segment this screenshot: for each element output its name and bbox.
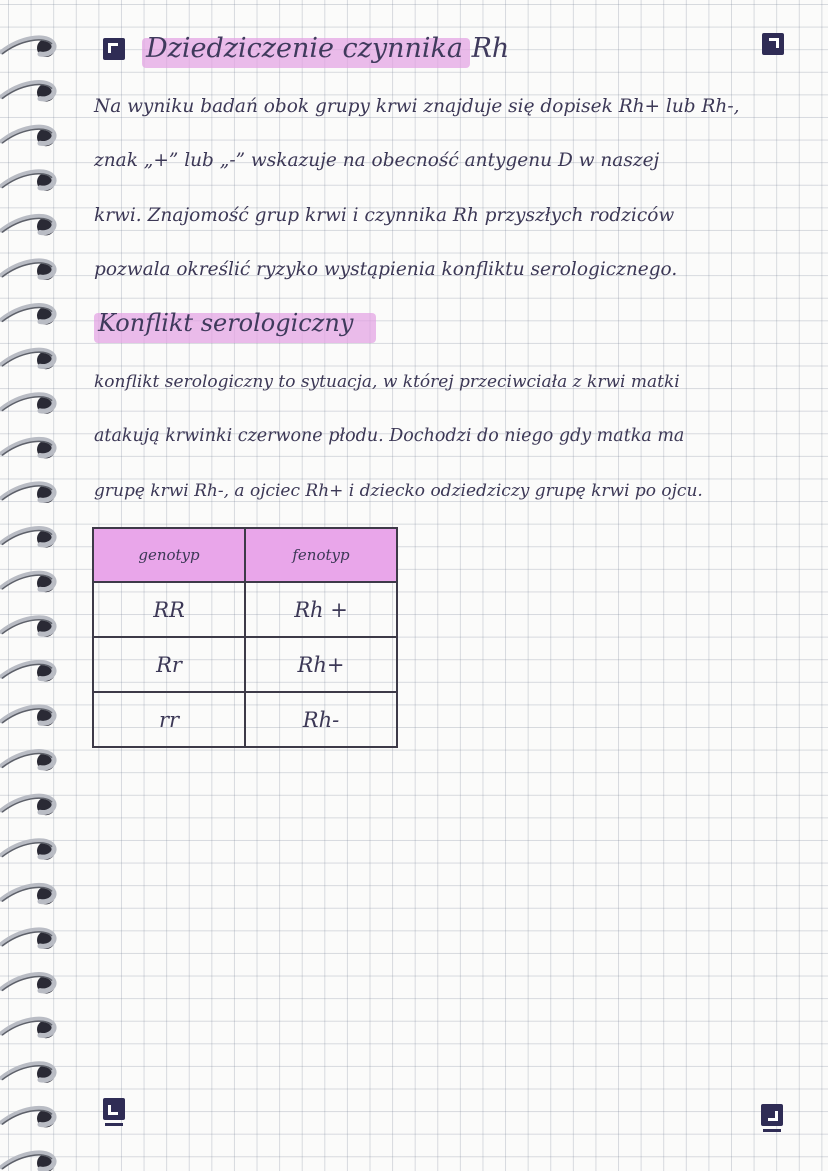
spiral-ring-icon: [2, 306, 55, 325]
spiral-ring-icon: [2, 1153, 55, 1171]
table-cell: rr: [93, 692, 245, 747]
corner-marker-icon: [103, 38, 125, 60]
spiral-ring-icon: [2, 796, 55, 815]
spiral-ring-icon: [2, 1019, 55, 1038]
table-cell: Rh +: [245, 582, 397, 637]
table-cell: Rr: [93, 637, 245, 692]
table-row: [93, 692, 397, 747]
spiral-binding: [0, 0, 70, 1171]
spiral-ring-icon: [2, 1064, 55, 1083]
paragraph-line: znak „+” lub „-” wskazuje na obecność antygenu D w naszej: [94, 150, 660, 171]
page-title: Dziedziczenie czynnika Rh: [146, 33, 510, 64]
spiral-ring-icon: [2, 975, 55, 994]
spiral-ring-icon: [2, 216, 55, 235]
section-subtitle: Konflikt serologiczny: [98, 309, 354, 337]
spiral-ring-icon: [2, 930, 55, 949]
spiral-ring-icon: [2, 573, 55, 592]
table-header-cell: genotyp: [93, 528, 245, 582]
spiral-ring-icon: [2, 885, 55, 904]
table-header-cell: fenotyp: [245, 528, 397, 582]
spiral-ring-icon: [2, 1108, 55, 1127]
table-header-row: [93, 528, 397, 582]
spiral-ring-icon: [2, 841, 55, 860]
table-cell: Rh+: [245, 637, 397, 692]
table-row: [93, 582, 397, 637]
paragraph-line: krwi. Znajomość grup krwi i czynnika Rh przyszłych rodziców: [94, 205, 675, 226]
spiral-ring-icon: [2, 83, 55, 102]
genotype-table: [92, 527, 398, 748]
spiral-ring-icon: [2, 350, 55, 369]
spiral-ring-icon: [2, 38, 55, 57]
spiral-ring-icon: [2, 439, 55, 458]
corner-marker-icon: [762, 33, 784, 55]
paragraph-line: atakują krwinki czerwone płodu. Dochodzi do niego gdy matka ma: [94, 426, 685, 446]
corner-marker-icon: [761, 1104, 783, 1126]
spiral-ring-icon: [2, 752, 55, 771]
spiral-ring-icon: [2, 484, 55, 503]
table-cell: RR: [93, 582, 245, 637]
spiral-ring-icon: [2, 172, 55, 191]
spiral-ring-icon: [2, 127, 55, 146]
spiral-ring-icon: [2, 662, 55, 681]
paragraph-line: grupę krwi Rh-, a ojciec Rh+ i dziecko odziedziczy grupę krwi po ojcu.: [94, 481, 703, 501]
table-row: [93, 637, 397, 692]
spiral-ring-icon: [2, 707, 55, 726]
spiral-ring-icon: [2, 395, 55, 414]
paragraph-line: pozwala określić ryzyko wystąpienia konfliktu serologicznego.: [94, 259, 678, 280]
table-cell: Rh-: [245, 692, 397, 747]
paragraph-line: konflikt serologiczny to sytuacja, w której przeciwciała z krwi matki: [94, 372, 680, 392]
spiral-ring-icon: [2, 618, 55, 637]
spiral-ring-icon: [2, 529, 55, 548]
corner-marker-icon: [103, 1098, 125, 1120]
spiral-ring-icon: [2, 261, 55, 280]
paragraph-line: Na wyniku badań obok grupy krwi znajduje się dopisek Rh+ lub Rh-,: [94, 96, 740, 117]
